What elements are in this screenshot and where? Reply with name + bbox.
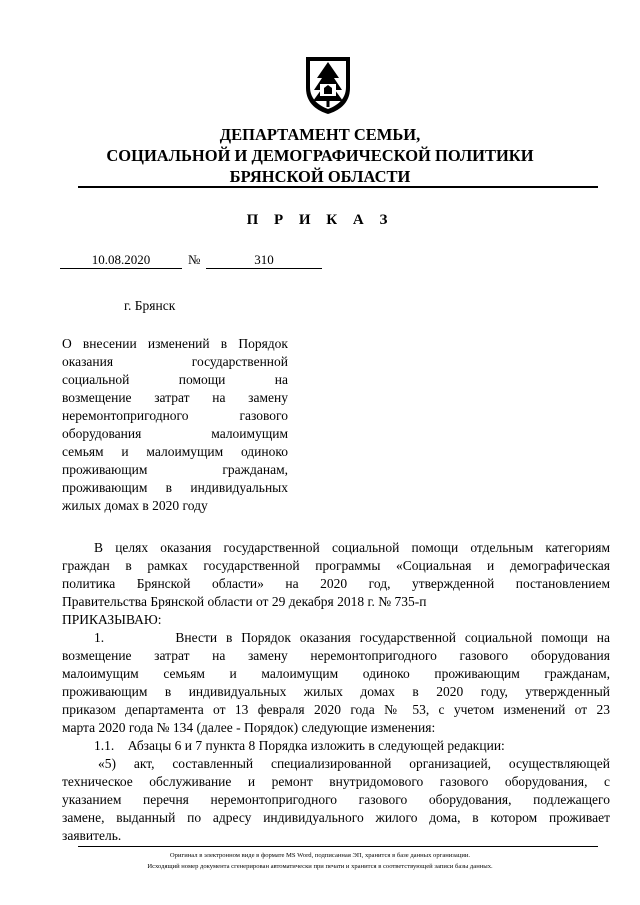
subject-line: оборудования малоимущим xyxy=(62,426,288,441)
body-text xyxy=(62,539,610,845)
paragraph-line: марта 2020 года № 134 (далее - Порядок) следующие изменения: xyxy=(62,720,436,735)
footer-line-2: Исходящий номер документа сгенерирован автоматически при печати и хранится в соответствующей записи базы данных. xyxy=(147,863,493,870)
document-type: П Р И К А З xyxy=(246,212,394,228)
paragraph-line: возмещение затрат на замену неремонтопригодного газового оборудования xyxy=(62,648,610,663)
paragraph-line: указанием перечня неремонтопригодного газового оборудования, подлежащего xyxy=(62,792,610,807)
number-label: № xyxy=(188,252,201,267)
organization-title xyxy=(0,124,640,187)
subject-line: О внесении изменений в Порядок xyxy=(62,336,288,351)
subject-line: социальной помощи на xyxy=(62,372,288,387)
header-divider xyxy=(78,186,598,188)
subject-line: семьям и малоимущим одиноко xyxy=(62,444,288,459)
paragraph-line: приказом департамента от 13 февраля 2020 года № 53, с учетом изменений от 23 xyxy=(62,702,610,717)
paragraph-line: «5) акт, составленный специализированной организацией, осуществляющей xyxy=(98,756,610,771)
paragraph-line: 1. Внести в Порядок оказания государственной социальной помощи на xyxy=(94,630,610,645)
city: г. Брянск xyxy=(124,298,176,313)
date-field: 10.08.2020 xyxy=(60,252,182,269)
prikazyvayu-heading: ПРИКАЗЫВАЮ: xyxy=(62,612,162,627)
paragraph-line: граждан в рамках государственной программы «Социальная и демографическая xyxy=(62,558,610,573)
paragraph-line: техническое обслуживание и ремонт внутридомового газового оборудования, с xyxy=(62,774,610,789)
subject-line: жилых домах в 2020 году xyxy=(62,498,208,513)
number-field: 310 xyxy=(206,252,322,269)
paragraph-line: В целях оказания государственной социальной помощи отдельным категориям xyxy=(94,540,610,555)
subject-line: возмещение затрат на замену xyxy=(62,390,288,405)
paragraph-line: малоимущим семьям и малоимущим одиноко проживающим гражданам, xyxy=(62,666,610,681)
coat-of-arms-emblem xyxy=(302,54,354,116)
paragraph-line: Правительства Брянской области от 29 декабря 2018 г. № 735-п xyxy=(62,594,427,609)
paragraph-line: проживающим в индивидуальных жилых домах в 2020 году, утвержденный xyxy=(62,684,610,699)
footer-note xyxy=(0,850,640,872)
org-line-3: БРЯНСКОЙ ОБЛАСТИ xyxy=(229,167,411,186)
subject-block xyxy=(62,335,288,515)
subject-line: проживающим в индивидуальных xyxy=(62,480,288,495)
subject-line: оказания государственной xyxy=(62,354,288,369)
paragraph-line: политика Брянской области» на 2020 год, утвержденной постановлением xyxy=(62,576,610,591)
footer-line-1: Оригинал в электронном виде в формате MS Word, подписанная ЭП, хранится в базе данных организации. xyxy=(169,852,471,859)
paragraph-line: 1.1. Абзацы 6 и 7 пункта 8 Порядка изложить в следующей редакции: xyxy=(94,738,505,753)
footer-divider xyxy=(78,846,598,847)
paragraph-line: заявитель. xyxy=(62,828,122,843)
subject-line: неремонтопригодного газового xyxy=(62,408,288,423)
org-line-1: ДЕПАРТАМЕНТ СЕМЬИ, xyxy=(219,125,421,144)
subject-line: проживающим гражданам, xyxy=(62,462,288,477)
org-line-2: СОЦИАЛЬНОЙ И ДЕМОГРАФИЧЕСКОЙ ПОЛИТИКИ xyxy=(106,146,534,165)
paragraph-line: замене, выданный по адресу индивидуального жилого дома, в котором проживает xyxy=(62,810,610,825)
